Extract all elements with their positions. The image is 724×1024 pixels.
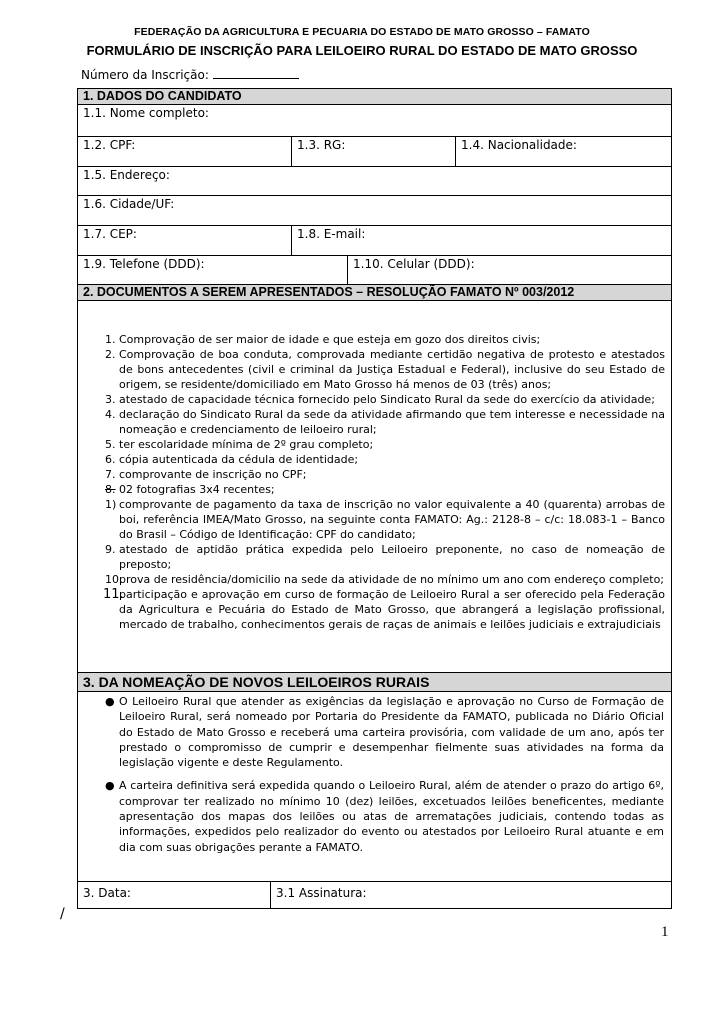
list-item (78, 587, 671, 632)
list-item-number: 2. (105, 348, 116, 361)
list-item-text: Comprovação de ser maior de idade e que esteja em gozo dos direitos civis; (119, 333, 541, 346)
signature-label: 3.1 Assinatura: (276, 886, 367, 900)
list-item-number: 8. (105, 483, 116, 496)
date-field[interactable] (78, 882, 270, 908)
list-item (78, 437, 671, 452)
address-label: 1.5. Endereço: (83, 168, 170, 182)
section2-title: 2. DOCUMENTOS A SEREM APRESENTADOS – RESOLUÇÃO FAMATO Nº 003/2012 (78, 285, 671, 301)
zip-field[interactable] (78, 226, 291, 255)
signature-field[interactable] (270, 882, 671, 908)
row-date-signature (78, 882, 671, 908)
list-item-text: declaração do Sindicato Rural da sede da atividade afirmando que tem interesse e necessidade na nomeação e credenciamento de leiloeiro rural; (119, 408, 665, 436)
list-item-number: 7. (105, 468, 116, 481)
list-item-number: 11. (103, 587, 124, 602)
documents-list-box (78, 301, 671, 673)
list-item-number: 9. (105, 543, 116, 556)
registration-label: Número da Inscrição: (81, 68, 209, 82)
city-state-field[interactable] (78, 196, 671, 226)
registration-blank-field[interactable] (213, 67, 299, 79)
footer-mark: / (60, 906, 65, 922)
list-item (78, 392, 671, 407)
rg-label: 1.3. RG: (297, 138, 346, 152)
list-item-number: 1) (105, 498, 117, 511)
list-item-text: cópia autenticada da cédula de identidade; (119, 453, 359, 466)
registration-number (81, 67, 299, 82)
nationality-label: 1.4. Nacionalidade: (461, 138, 577, 152)
list-item-number: 5. (105, 438, 116, 451)
list-item (78, 452, 671, 467)
list-item-number: 3. (105, 393, 116, 406)
cpf-field[interactable] (78, 137, 291, 166)
email-field[interactable] (291, 226, 671, 255)
zip-label: 1.7. CEP: (83, 227, 137, 241)
bullet-icon: ● (105, 779, 115, 793)
list-item-text: atestado de aptidão prática expedida pelo Leiloeiro preponente, no caso de nomeação de preposto; (119, 543, 665, 571)
list-item (78, 332, 671, 347)
cpf-label: 1.2. CPF: (83, 138, 136, 152)
row-zip-email (78, 226, 671, 256)
section3-title: 3. DA NOMEAÇÃO DE NOVOS LEILOEIROS RURAIS (78, 673, 671, 692)
organization-header: FEDERAÇÃO DA AGRICULTURA E PECUARIA DO ESTADO DE MATO GROSSO – FAMATO (134, 26, 590, 38)
nomination-bullets (78, 694, 671, 855)
bullet-icon: ● (105, 695, 115, 708)
list-item-text: atestado de capacidade técnica fornecido pelo Sindicato Rural da sede do exercício da atividade; (119, 393, 655, 406)
list-item (78, 497, 671, 542)
list-item-text: O Leiloeiro Rural que atender as exigências da legislação e aprovação no Curso de Formação de Leiloeiro Rural, será nomeado por Portaria do Presidente da FAMATO, publicada no Diário Oficial do Estado de Mato Grosso e receberá uma carteira provisória, com validade de um ano, após ter prestado o compromisso de cumprir e desempenhar fielmente suas atividades na forma da legislação vigente e deste Regulamento. (119, 695, 664, 770)
list-item-number: 6. (105, 453, 116, 466)
list-item (78, 778, 671, 854)
nomination-text-box (78, 692, 671, 882)
list-item-number: 1. (105, 333, 116, 346)
row-cpf-rg-nationality (78, 137, 671, 167)
list-item-text: 02 fotografias 3x4 recentes; (119, 483, 275, 496)
list-item (78, 572, 671, 587)
nationality-field[interactable] (455, 137, 671, 166)
documents-list (78, 332, 671, 632)
email-label: 1.8. E-mail: (297, 227, 366, 241)
list-item (78, 347, 671, 392)
address-field[interactable] (78, 167, 671, 196)
row-phone-mobile (78, 256, 671, 285)
list-item-text: comprovante de inscrição no CPF; (119, 468, 307, 481)
section1-title: 1. DADOS DO CANDIDATO (78, 89, 671, 105)
list-item (78, 467, 671, 482)
city-state-label: 1.6. Cidade/UF: (83, 197, 175, 211)
list-item (78, 482, 671, 497)
list-item-text: prova de residência/domicilio na sede da atividade de no mínimo um ano com endereço completo; (119, 573, 664, 586)
mobile-field[interactable] (347, 256, 671, 284)
phone-label: 1.9. Telefone (DDD): (83, 257, 205, 271)
list-item-text: A carteira definitiva será expedida quando o Leiloeiro Rural, além de atender o prazo do artigo 6º, comprovar ter realizado no mínimo 10 (dez) leilões, excetuados leilões beneficentes, mediante apresentação dos mapas dos leilões ou atas de arrematações judiciais, contendo todas as informações, expedidos pelo realizador do evento ou atestados por Leiloeiro Rural atuante e em dia com suas obrigações perante a FAMATO. (119, 779, 664, 854)
page-number: 1 (661, 924, 669, 940)
date-label: 3. Data: (83, 886, 131, 900)
mobile-label: 1.10. Celular (DDD): (353, 257, 475, 271)
list-item-number: 10. (105, 573, 123, 586)
list-item-text: participação e aprovação em curso de formação de Leiloeiro Rural a ser oferecido pela Federação da Agricultura e Pecuária do Estado de Mato Grosso, que abrangerá a legislação profissional, mercado de trabalho, conhecimentos gerais de raças de animais e leilões judiciais e extrajudiciais (119, 588, 665, 631)
rg-field[interactable] (291, 137, 455, 166)
phone-field[interactable] (78, 256, 347, 284)
list-item (78, 694, 671, 770)
list-item-text: Comprovação de boa conduta, comprovada mediante certidão negativa de protesto e atestados de bons antecedentes (civil e criminal da Justiça Estadual e Federal), inclusive do seu Estado de origem, se residente/domiciliado em Mato Grosso há menos de 03 (três) anos; (119, 348, 665, 391)
list-item-number: 4. (105, 408, 116, 421)
form-title: FORMULÁRIO DE INSCRIÇÃO PARA LEILOEIRO RURAL DO ESTADO DE MATO GROSSO (86, 43, 638, 58)
list-item (78, 542, 671, 572)
list-item (78, 407, 671, 437)
form-frame (77, 88, 672, 909)
full-name-field[interactable] (78, 105, 671, 137)
list-item-text: ter escolaridade mínima de 2º grau completo; (119, 438, 374, 451)
list-item-text: comprovante de pagamento da taxa de inscrição no valor equivalente a 40 (quarenta) arrobas de boi, referência IMEA/Mato Grosso, na seguinte conta FAMATO: Ag.: 2128-8 – c/c: 18.083-1 – Banco do Brasil – Código de Identificação: CPF do candidato; (119, 498, 665, 541)
full-name-label: 1.1. Nome completo: (83, 106, 209, 120)
